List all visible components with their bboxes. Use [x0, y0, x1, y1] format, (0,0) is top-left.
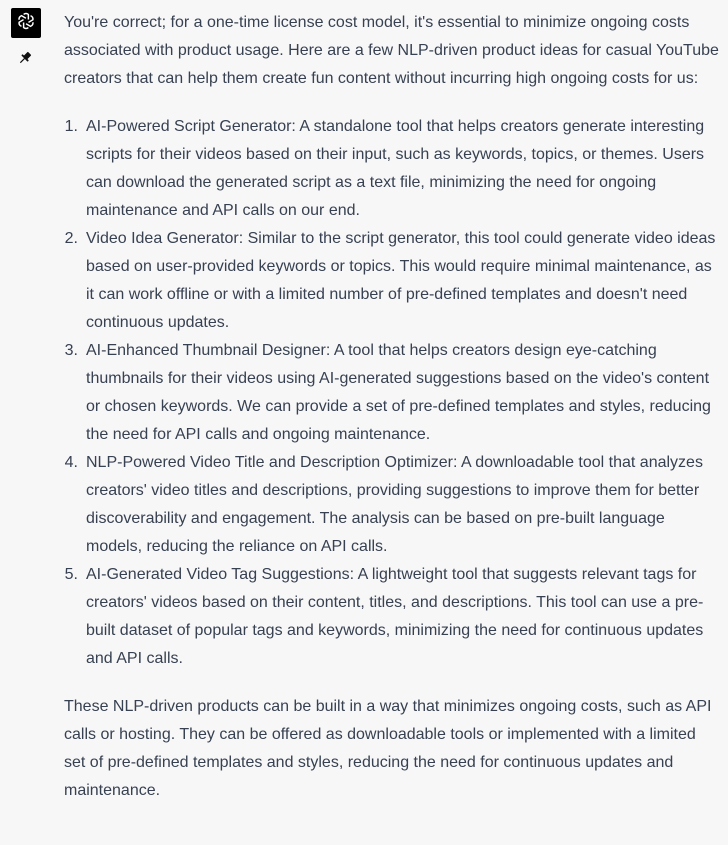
outro-paragraph: These NLP-driven products can be built in a way that minimizes ongoing costs, such as API calls or hosting. They can be offered as downloadable tools or implemented with a limited set of pre-defined templates and styles, reducing the need for continuous updates and maintenance. [64, 698, 712, 799]
list-item-number: 2. [64, 230, 78, 247]
intro-paragraph: You're correct; for a one-time license cost model, it's essential to minimize ongoing costs associated with product usage. Here are a few NLP-driven product ideas for casual YouTube creators that can help them create fun content without incurring high ongoing costs for us: [64, 14, 719, 87]
message-content [64, 9, 720, 805]
list-item-text: AI-Generated Video Tag Suggestions: A lightweight tool that suggests relevant tags for creators' videos based on their content, titles, and descriptions. This tool can use a pre-built dataset of popular tags and keywords, minimizing the need for continuous updates and API calls. [86, 566, 704, 667]
pin-button[interactable] [16, 51, 34, 69]
assistant-avatar [11, 8, 41, 38]
list-item-number: 4. [64, 454, 78, 471]
list-item [64, 561, 720, 673]
list-item-text: Video Idea Generator: Similar to the script generator, this tool could generate video ideas based on user-provided keywords or topics. This would require minimal maintenance, as it can work offline or with a limited number of pre-defined templates and doesn't need continuous updates. [86, 230, 716, 331]
list-item-number: 3. [64, 342, 78, 359]
product-ideas-list [64, 113, 720, 673]
list-item-number: 5. [64, 566, 78, 583]
list-item [64, 113, 720, 225]
list-item [64, 225, 720, 337]
openai-logo-icon [15, 10, 37, 37]
list-item [64, 449, 720, 561]
list-item-text: NLP-Powered Video Title and Description Optimizer: A downloadable tool that analyzes creators' video titles and descriptions, providing suggestions to improve them for better discoverability and engagement. The analysis can be based on pre-built language models, reducing the reliance on API calls. [86, 454, 703, 555]
list-item [64, 337, 720, 449]
list-item-text: AI-Enhanced Thumbnail Designer: A tool that helps creators design eye-catching thumbnails for their videos using AI-generated suggestions based on the video's content or chosen keywords. We can provide a set of pre-defined templates and styles, reducing the need for API calls and ongoing maintenance. [86, 342, 711, 443]
list-item-number: 1. [64, 118, 78, 135]
pushpin-icon [17, 50, 33, 71]
list-item-text: AI-Powered Script Generator: A standalone tool that helps creators generate interesting scripts for their videos based on their input, such as keywords, topics, or themes. Users can download the generated script as a text file, minimizing the need for ongoing maintenance and API calls on our end. [86, 118, 705, 219]
